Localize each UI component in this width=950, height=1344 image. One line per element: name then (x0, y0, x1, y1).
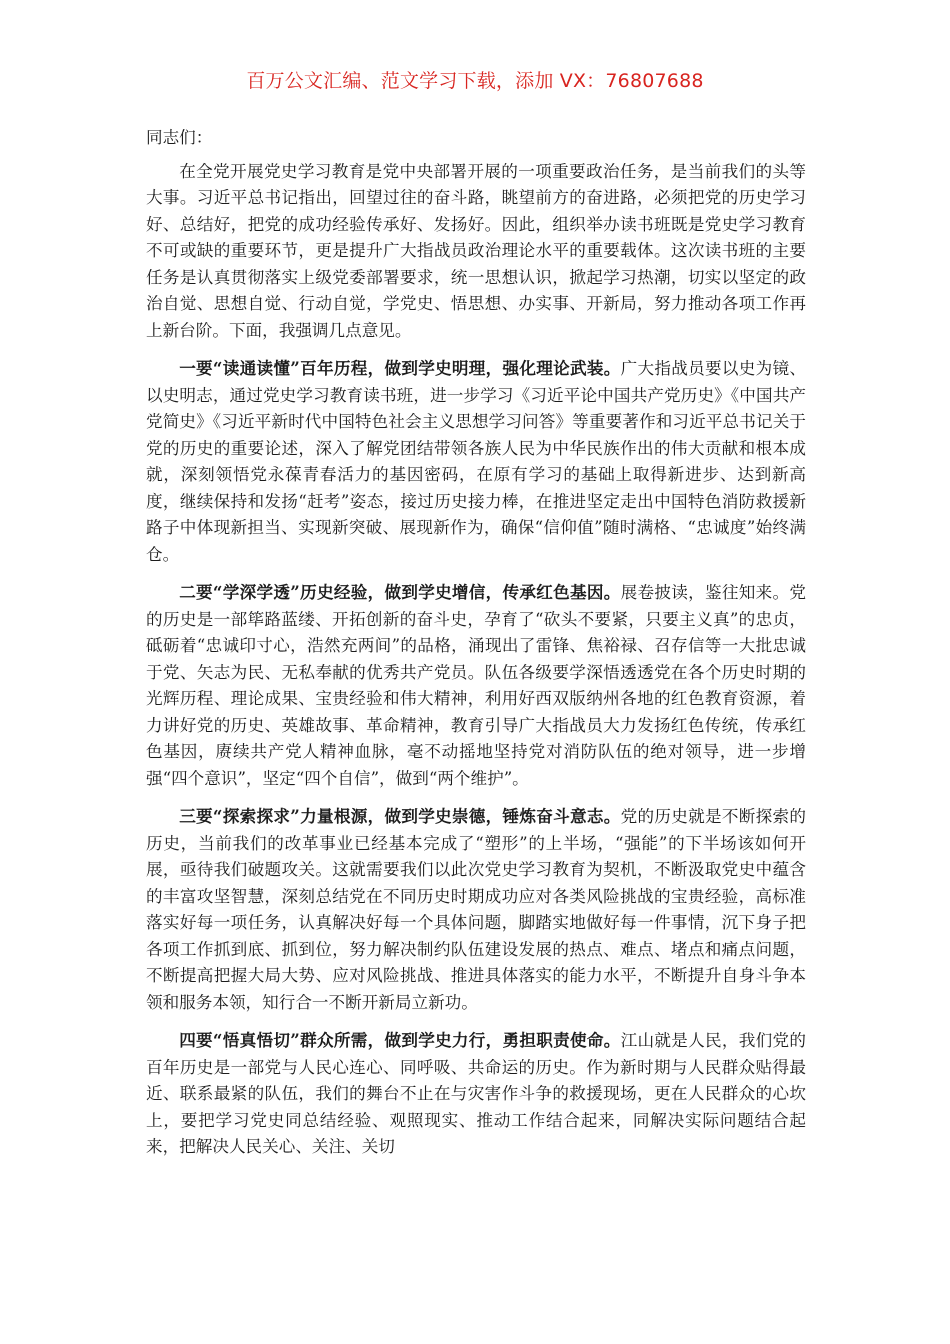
section-text-2: 展卷披读，鉴往知来。党的历史是一部筚路蓝缕、开拓创新的奋斗史，孕育了“砍头不要紧，只要主义真”的忠贞，砥砺着“忠诚印寸心，浩然充两间”的品格，涌现出了雷锋、焦裕禄、召存信等一大批忠诚于党、矢志为民、无私奉献的优秀共产党员。队伍各级要学深悟透透党在各个历史时期的光辉历程、理论成果、宝贵经验和伟大精神，利用好西双版纳州各地的红色教育资源，着力讲好党的历史、英雄故事、革命精神，教育引导广大指战员大力发扬红色传统，传承红色基因，赓续共产党人精神血脉，毫不动摇地坚持党对消防队伍的绝对领导，进一步增强“四个意识”，坚定“四个自信”，做到“两个维护”。 (146, 583, 806, 788)
section-heading-1: 一要“读通读懂”百年历程，做到学史明理，强化理论武装。 (179, 358, 621, 378)
header-banner: 百万公文汇编、范文学习下载，添加 VX：76807688 (246, 70, 704, 92)
section-paragraph-3 (146, 803, 806, 1016)
section-paragraph-1 (146, 355, 806, 568)
salutation: 同志们： (146, 128, 213, 147)
section-heading-3: 三要“探索探求”力量根源，做到学史崇德，锤炼奋斗意志。 (179, 806, 621, 826)
section-paragraph-4 (146, 1027, 806, 1161)
section-heading-2: 二要“学深学透”历史经验，做到学史增信，传承红色基因。 (179, 582, 621, 602)
section-paragraph-2 (146, 579, 806, 792)
document-body (146, 125, 806, 1172)
section-text-4: 江山就是人民，我们党的百年历史是一部党与人民心连心、同呼吸、共命运的历史。作为新时期与人民群众贴得最近、联系最紧的队伍，我们的舞台不止在与灾害作斗争的救援现场，更在人民群众的心坎上，要把学习党史同总结经验、观照现实、推动工作结合起来，同解决实际问题结合起来，把解决人民关心、关注、关切 (146, 1031, 806, 1156)
section-heading-4: 四要“悟真悟切”群众所需，做到学史力行，勇担职责使命。 (179, 1030, 621, 1050)
intro-paragraph: 在全党开展党史学习教育是党中央部署开展的一项重要政治任务，是当前我们的头等大事。习近平总书记指出，回望过往的奋斗路，眺望前方的奋进路，必须把党的历史学习好、总结好，把党的成功经验传承好、发扬好。因此，组织举办读书班既是党史学习教育不可或缺的重要环节，更是提升广大指战员政治理论水平的重要载体。这次读书班的主要任务是认真贯彻落实上级党委部署要求，统一思想认识，掀起学习热潮，切实以坚定的政治自觉、思想自觉、行动自觉，学党史、悟思想、办实事、开新局，努力推动各项工作再上新台阶。下面，我强调几点意见。 (146, 161, 806, 340)
section-text-3: 党的历史就是不断探索的历史，当前我们的改革事业已经基本完成了“塑形”的上半场，“强能”的下半场该如何开展，亟待我们破题攻关。这就需要我们以此次党史学习教育为契机，不断汲取党史中蕴含的丰富攻坚智慧，深刻总结党在不同历史时期成功应对各类风险挑战的宝贵经验，高标准落实好每一项任务，认真解决好每一个具体问题，脚踏实地做好每一件事情，沉下身子把各项工作抓到底、抓到位，努力解决制约队伍建设发展的热点、难点、堵点和痛点问题，不断提高把握大局大势、应对风险挑战、推进具体落实的能力水平，不断提升自身斗争本领和服务本领，知行合一不断开新局立新功。 (146, 807, 806, 1012)
section-text-1: 广大指战员要以史为镜、以史明志，通过党史学习教育读书班，进一步学习《习近平论中国共产党历史》《中国共产党简史》《习近平新时代中国特色社会主义思想学习问答》等重要著作和习近平总书记关于党的历史的重要论述，深入了解党团结带领各族人民为中华民族作出的伟大贡献和根本成就，深刻领悟党永葆青春活力的基因密码，在原有学习的基础上取得新进步、达到新高度，继续保持和发扬“赶考”姿态，接过历史接力棒，在推进坚定走出中国特色消防救援新路子中体现新担当、实现新突破、展现新作为，确保“信仰值”随时满格、“忠诚度”始终满仓。 (146, 359, 806, 564)
